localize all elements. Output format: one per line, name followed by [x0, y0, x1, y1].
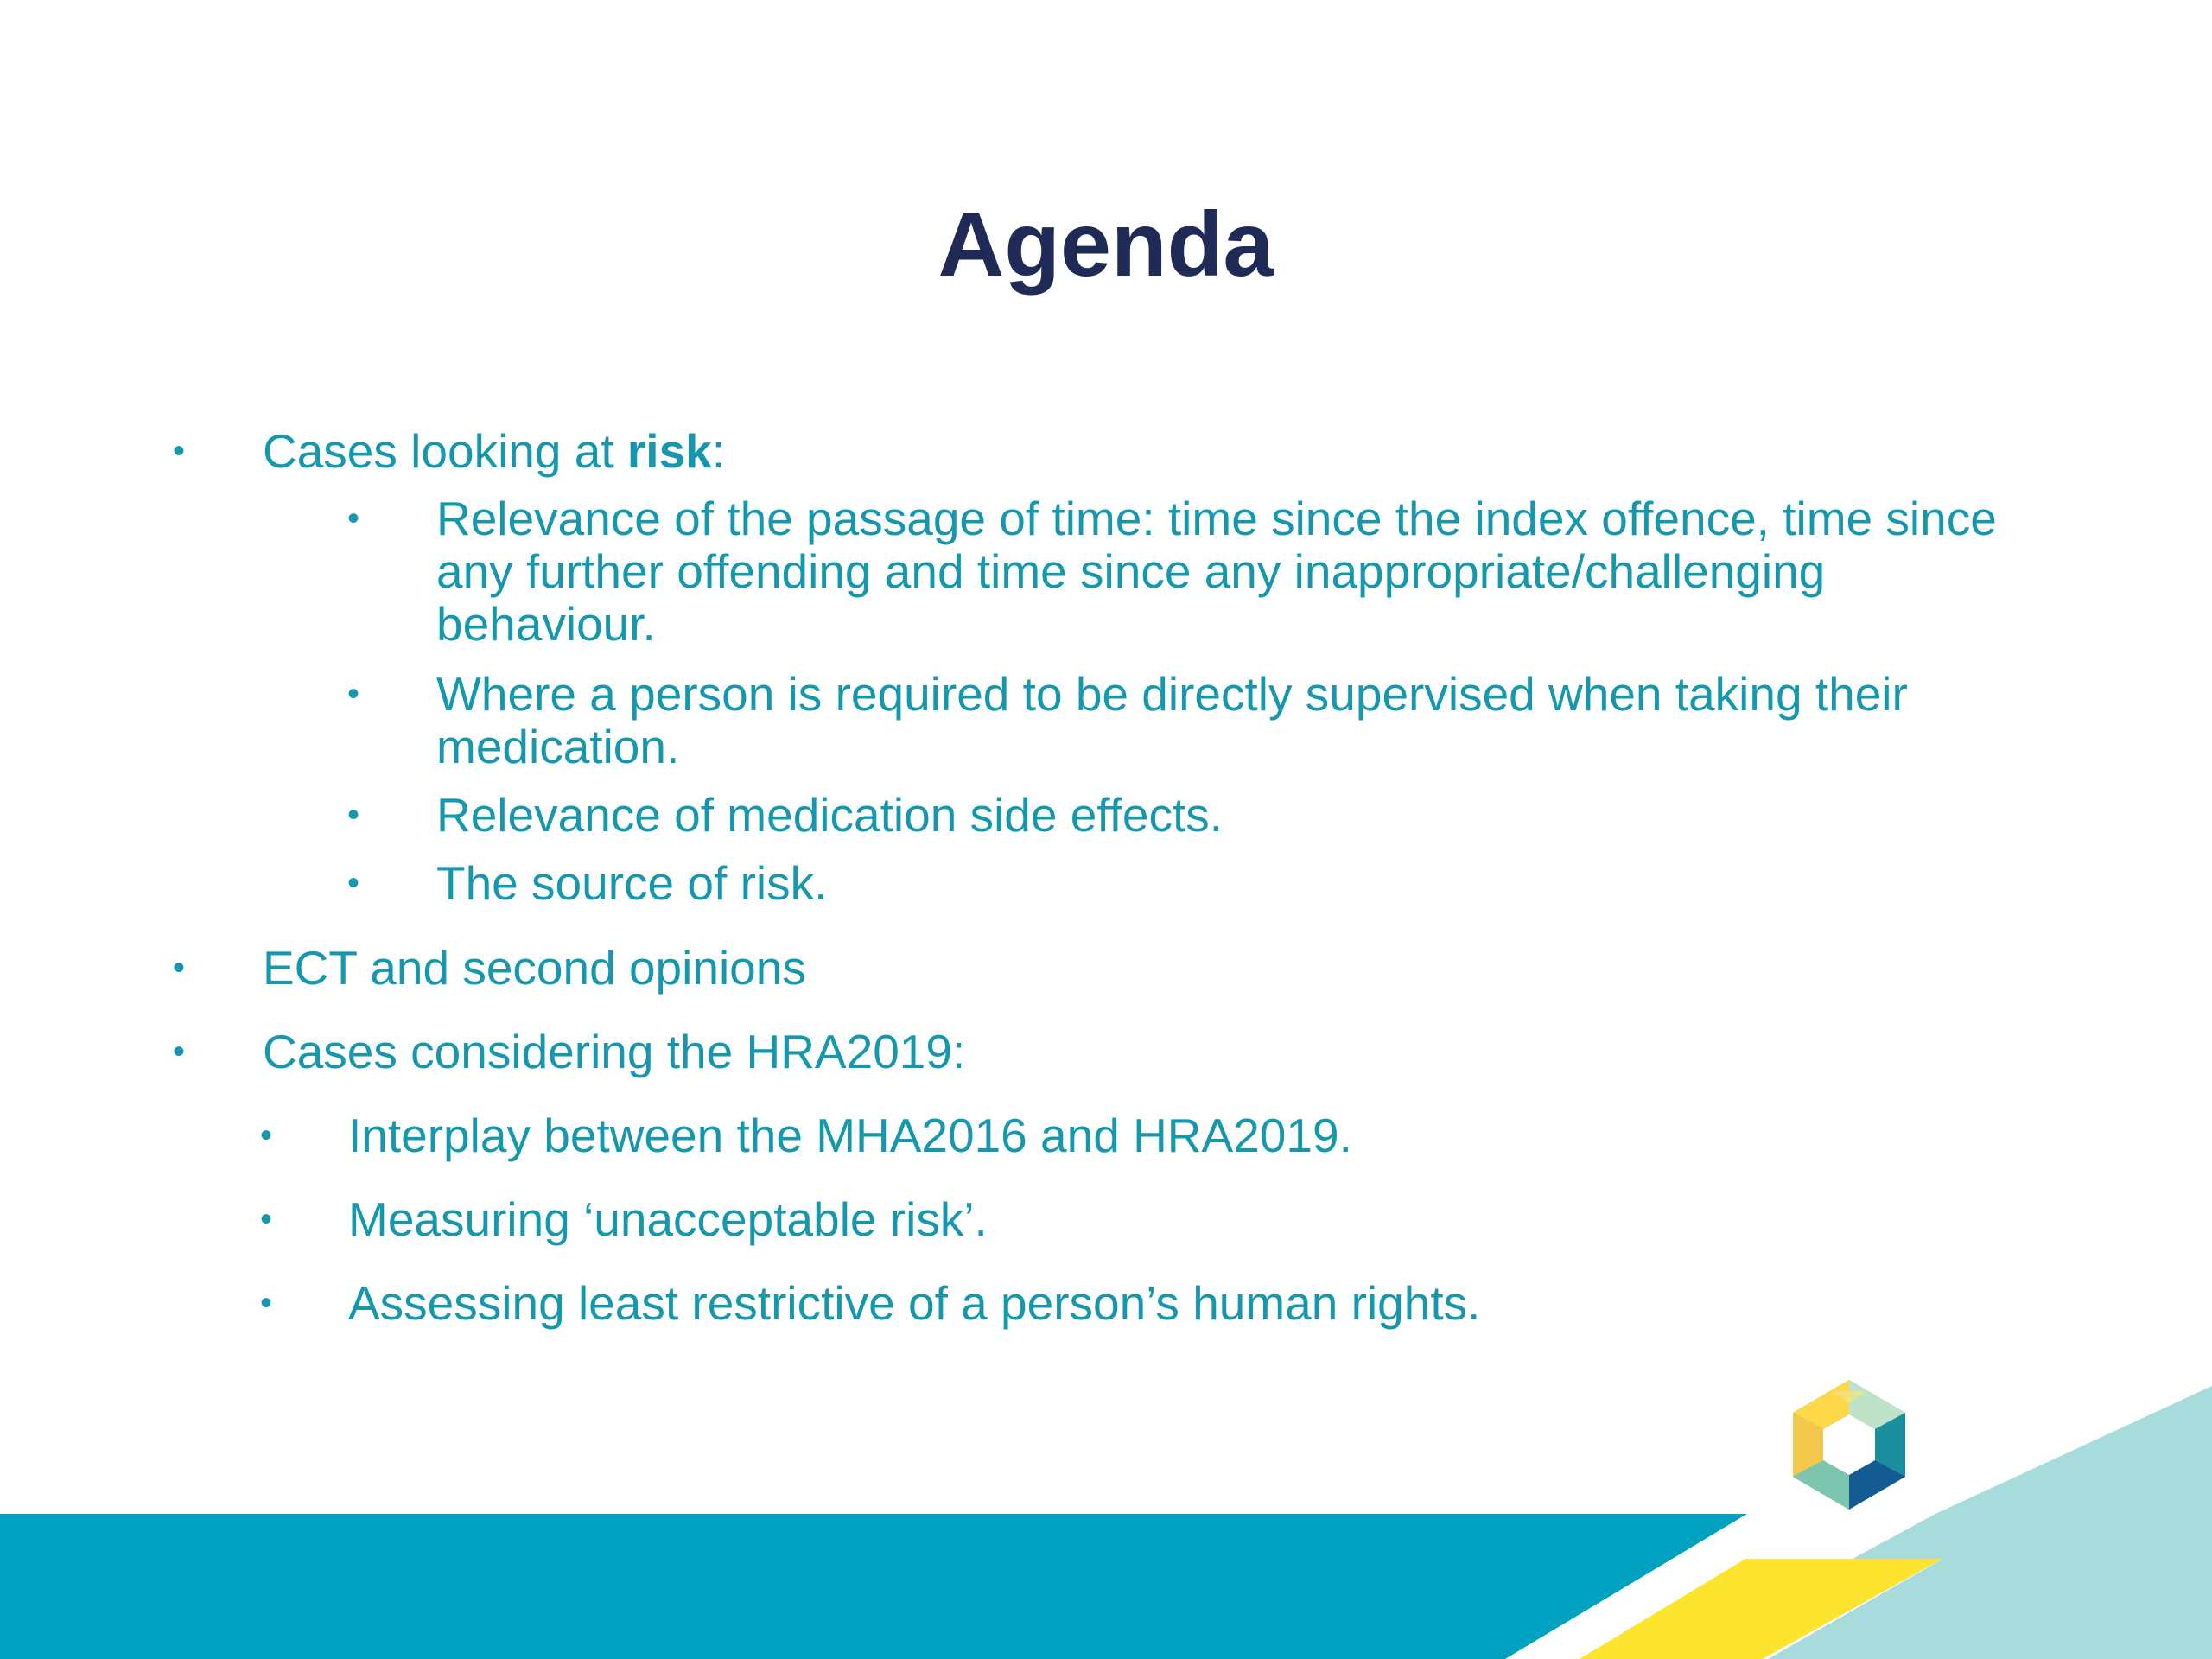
agenda-subitem-text: Relevance of medication side effects.: [436, 788, 1224, 842]
agenda-subitem-text: Relevance of the passage of time: time since the index offence, time since any further offending and time since any inappropriate/challenging behaviour.: [436, 492, 1997, 651]
agenda-subitem-text: Where a person is required to be directly supervised when taking their medication.: [436, 667, 1908, 773]
bullet: •: [260, 1284, 273, 1322]
bullet: •: [347, 675, 360, 713]
agenda-item-text: Cases looking at risk:: [263, 424, 726, 478]
agenda-subitem-text: The source of risk.: [436, 856, 828, 910]
bullet: •: [347, 499, 360, 537]
bullet: •: [347, 796, 360, 834]
bullet: •: [347, 864, 360, 902]
agenda-subitem-text: Assessing least restrictive of a person’s human rights.: [348, 1276, 1481, 1330]
agenda-subitem-text: Interplay between the MHA2016 and HRA2019.: [348, 1109, 1352, 1162]
hexagon-logo-icon: [1793, 1380, 1905, 1510]
bullet: •: [173, 432, 186, 470]
agenda-item-text: ECT and second opinions: [263, 941, 806, 995]
bullet: •: [260, 1116, 273, 1154]
agenda-subitem-text: Measuring ‘unacceptable risk’.: [348, 1192, 988, 1246]
bullet: •: [260, 1200, 273, 1238]
bullet: •: [173, 1033, 186, 1071]
band-teal: [0, 1514, 1747, 1659]
agenda-item-text: Cases considering the HRA2019:: [263, 1025, 966, 1078]
slide-title: Agenda: [938, 194, 1274, 296]
bullet: •: [173, 949, 186, 987]
emphasis-risk: risk: [626, 424, 712, 478]
